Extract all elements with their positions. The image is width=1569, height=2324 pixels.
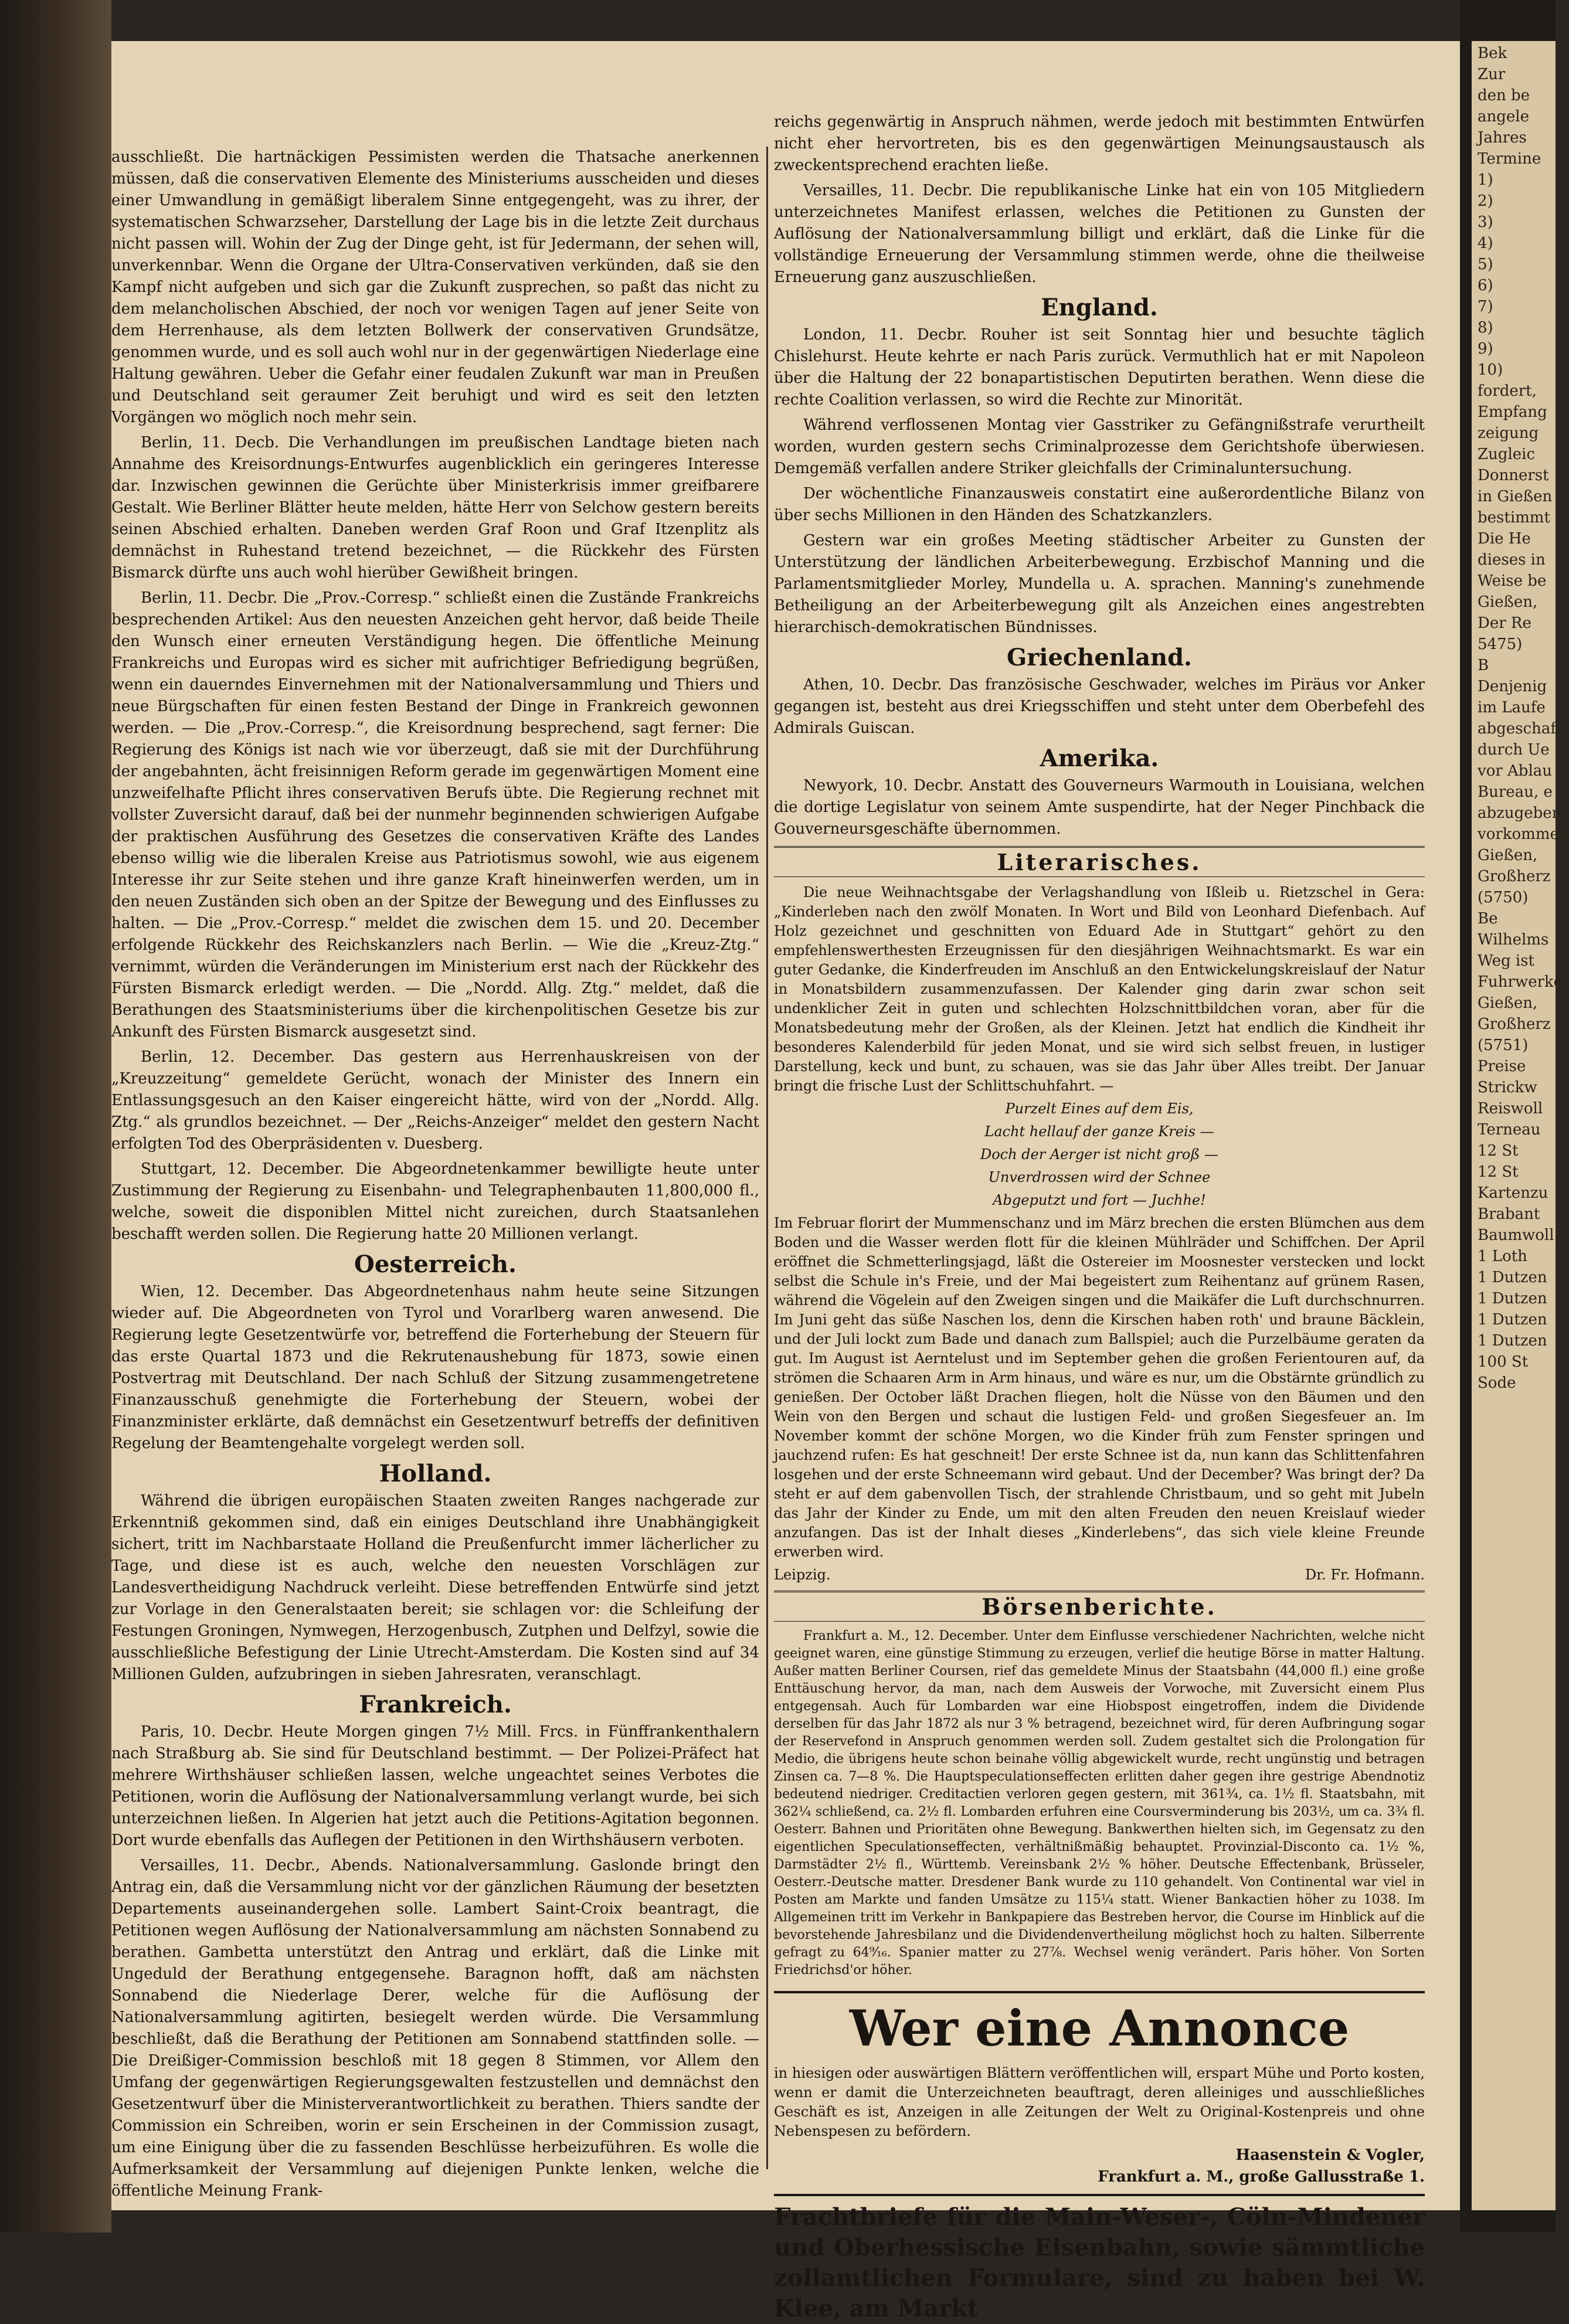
adjacent-page-text: Preise xyxy=(1478,1058,1526,1075)
stuttgart-report: Stuttgart, 12. December. Die Abgeordnetenkammer bewilligte heute unter Zustimmung der Regierung zu Eisenbahn- und Telegraphenbauten 11,800,000 fl., welche, soweit die disponiblen Mittel nicht zureichen, durch Staatsanlehen beschafft werden sollen. Die Regierung hatte 20 Millionen verlangt. xyxy=(111,1160,759,1243)
adjacent-page-text: 2) xyxy=(1478,192,1493,210)
adjacent-page-text: Sode xyxy=(1478,1374,1516,1392)
adjacent-page-text: 1) xyxy=(1478,171,1493,189)
adjacent-page-text: (5751) xyxy=(1478,1037,1529,1054)
paris-report: Paris, 10. Decbr. Heute Morgen gingen 7½ Mill. Frcs. in Fünffrankenthalern nach Straßburg ab. Sie sind für Deutschland bestimmt. — Der Polizei-Präfect hat mehrere Wirthshäuser schließen lassen, welche ungeachtet seines Verbotes die Petitionen, worin die Auflösung der Nationalversammlung verlangt wurde, bei sich unterzeichnen ließen. In Algerien hat jetzt auch die Petitions-Agitation begonnen. Dort wurde ebenfalls das Auflegen der Petitionen in den Wirthshäusern verboten. xyxy=(111,1723,759,1849)
adjacent-page-text: Be xyxy=(1478,910,1498,927)
adjacent-page-text: Denjenig xyxy=(1478,678,1547,695)
adjacent-page-text: 1 Dutzen xyxy=(1478,1269,1547,1286)
adjacent-page-text: 5) xyxy=(1478,256,1493,273)
adjacent-page-text: Großherz xyxy=(1478,868,1551,885)
poem-line: Unverdrossen wird der Schnee xyxy=(988,1169,1211,1185)
poem-line: Lacht hellauf der ganze Kreis — xyxy=(984,1123,1214,1140)
holland-report: Während die übrigen europäischen Staaten zweiten Ranges nachgerade zur Erkenntniß gekommen sind, daß ein einiges Deutschland ihre Unabhängigkeit sichert, tritt im Nachbarstaate Holland die Preußenfurcht immer lächerlicher zu Tage, und diese ist es auch, welche den neuesten Vorschlägen zur Landesvertheidigung Nachdruck verleiht. Diese betreffenden Entwürfe sind jetzt zur Vorlage in den Generalstaaten bereit; sie schlagen vor: die Schleifung der Festungen Groningen, Nymwegen, Herzogenbusch, Zutphen und Delfzyl, sowie die ausschließliche Befestigung der Linie Utrecht-Amsterdam. Die Kosten sind auf 34 Millionen Gulden, aufzubringen in sieben Jahresraten, veranschlagt. xyxy=(111,1492,759,1683)
heading-england: England. xyxy=(1041,294,1158,321)
adjacent-page-text: 10) xyxy=(1478,361,1503,379)
advert-title: Wer eine Annonce xyxy=(774,1991,1425,2058)
versailles-continuation: reichs gegenwärtig in Anspruch nähmen, werde jedoch mit bestimmten Entwürfen nicht eher hervortreten, bis es den gegenwärtigen Meinungsaustausch als zweckentsprechend erachten ließe. xyxy=(774,113,1425,174)
adjacent-page-text: Zugleic xyxy=(1478,446,1536,463)
adjacent-page-text: fordert, xyxy=(1478,382,1537,400)
berlin-report-2: Berlin, 11. Decbr. Die „Prov.-Corresp.“ schließt einen die Zustände Frankreichs besprechenden Artikel: Aus den neuesten Anzeichen geht hervor, daß beide Theile den Wunsch einer erneuten Verständigung hegen. Die öffentliche Meinung Frankreichs und Europas wird es sicher mit aufrichtiger Befriedigung begrüßen, wenn ein dauerndes Einvernehmen mit der Nationalversammlung und Thiers und neue Bürgschaften für einen festen Bestand der Dinge in Frankreich gewonnen werden. — Die „Prov.-Corresp.“, die Kreisordnung besprechend, sagt ferner: Die Regierung des Königs ist nach wie vor überzeugt, daß sie mit der Durchführung der angebahnten, ächt freisinnigen Reform gerade im gegenwärtigen Moment eine unzweifelhafte Pflicht ihres conservativen Berufs übte. Die Regierung rechnet mit vollster Zuversicht darauf, daß bei der nunmehr beginnenden schwierigen Aufgabe der praktischen Ausführung des Gesetzes die conservativen Kräfte des Landes ebenso willig wie die liberalen Kreise aus Patriotismus sowohl, wie aus eigenem Interesse ihr zur Seite stehen und ihre ganze Kraft hineinwerfen werden, um in den neuen Zuständen sich oben an der Spitze der Bewegung und des Einflusses zu halten. — Die „Prov.-Corresp.“ meldet die zwischen dem 15. und 20. December erfolgende Rückkehr des Reichskanzlers nach Berlin. — Wie die „Kreuz-Ztg.“ vernimmt, würden die Veränderungen im Ministerium erst nach der Rückkehr des Fürsten Bismarck erledigt werden. — Die „Nordd. Allg. Ztg.“ meldet, daß die Berathungen des Staatsministeriums über die kirchenpolitischen Gesetze bis zur Ankunft des Fürsten Bismarck ausgesetzt sind. xyxy=(111,589,759,1041)
adjacent-page-text: 6) xyxy=(1478,277,1493,294)
london-report-3: Der wöchentliche Finanzausweis constatirt eine außerordentliche Bilanz von über sechs Millionen in den Händen des Schatzkanzlers. xyxy=(774,485,1425,524)
adjacent-page-text: Reiswoll xyxy=(1478,1100,1543,1117)
adjacent-page-text: B xyxy=(1478,657,1489,674)
adjacent-page-text: 4) xyxy=(1478,235,1493,252)
newspaper-page xyxy=(111,41,1460,2322)
adjacent-page-text: Der Re xyxy=(1478,614,1531,632)
adjacent-page-text: 8) xyxy=(1478,319,1493,337)
adjacent-page-text: 3) xyxy=(1478,213,1493,231)
adjacent-page-fragment xyxy=(1472,41,1569,2210)
adjacent-page-text: zeigung xyxy=(1478,424,1539,442)
adjacent-page-text: Gießen, xyxy=(1478,994,1538,1012)
adjacent-page-text: 7) xyxy=(1478,298,1493,315)
stock-report: Frankfurt a. M., 12. December. Unter dem Einflusse verschiedener Nachrichten, welche nicht geeignet waren, eine günstige Stimmung zu erzeugen, verlief die heutige Börse in matter Haltung. Außer matten Berliner Coursen, rief das gemeldete Minus der Staatsbahn (44,000 fl.) eine große Enttäuschung hervor, da man, nach dem Ausweis der Vorwoche, mit Zuversicht einem Plus entgegensah. Auch für Lombarden war eine Hiobspost eingetroffen, indem die Dividende derselben für das Jahr 1872 als nur 3 % betragend, bezeichnet wird, für deren Aufbringung sogar der Reservefond in Anspruch genommen werden soll. Zudem gestaltet sich die Prolongation für Medio, die übrigens heute schon beinahe völlig abgewickelt wurde, recht ungünstig und betragen Zinsen ca. 7—8 %. Die Hauptspeculationseffecten erlitten daher gegen ihre gestrige Abendnotiz bedeutend niedriger. Creditactien verloren gegen gestern, mit 361¾, ca. 1½ fl. Staatsbahn, mit 362¼ schließend, ca. 2½ fl. Lombarden erfuhren eine Coursverminderung bis 203½, um ca. 3¾ fl. Oesterr. Bahnen und Prioritäten ohne Bewegung. Bankwerthen hielten sich, im Gegensatz zu den eigentlichen Speculationseffecten, verhältnißmäßig behauptet. Provinzial-Disconto ca. 1½ %, Darmstädter 2½ fl., Württemb. Vereinsbank 2½ % höher. Deutsche Effectenbank, Brüsseler, Oesterr.-Deutsche matter. Dresdener Bank wurde zu 110 gehandelt. Von Continental war viel in Posten am Markte und fanden Umsätze zu 115¼ statt. Wiener Bankactien höher zu 1038. Im Allgemeinen tritt im Verkehr in Bankpapiere das Bestreben hervor, die Course im Hinblick auf die bevorstehende Jahresbilanz und die Dividendenvertheilung möglichst hoch zu halten. Silberrente gefragt zu 64⁹⁄₁₆. Spanier matter zu 27⅞. Wechsel wenig verändert. Paris höher. Von Sorten Friedrichsd'or höher. xyxy=(774,1629,1425,1978)
heading-griechenland: Griechenland. xyxy=(1007,644,1192,671)
athen-report: Athen, 10. Decbr. Das französische Geschwader, welches im Piräus vor Anker gegangen ist, besteht aus drei Kriegsschiffen und steht unter dem Oberbefehl des Admirals Guiscan. xyxy=(774,676,1425,737)
adjacent-page-text: 9) xyxy=(1478,340,1493,358)
adjacent-page-text: angele xyxy=(1478,108,1529,125)
freight-advert: Frachtbriefe für die Main-Weser-, Cöln-Mindener und Oberhessische Eisenbahn, sowie sämmtliche zollamtlichen Formulare, sind zu haben bei W. Klee, am Markt xyxy=(774,2194,1425,2324)
adjacent-page-text: Gießen, xyxy=(1478,593,1538,611)
adjacent-page-text: vor Ablau xyxy=(1478,762,1553,780)
adjacent-page-text: Fuhrwerke xyxy=(1478,973,1563,991)
london-report-4: Gestern war ein großes Meeting städtischer Arbeiter zu Gunsten der Unterstützung der ländlichen Arbeiterbewegung. Erzbischof Manning und die Parlamentsmitglieder Morley, Mundella u. A. sprachen. Manning's zunehmende Betheiligung an der Arbeiterbewegung gilt als Anzeichen eines angestrebten hierarchisch-demokratischen Bündnisses. xyxy=(774,532,1425,636)
london-report-2: Während verflossenen Montag vier Gasstriker zu Gefängnißstrafe verurtheilt worden, wurden gestern sechs Criminalprozesse dem Gerichtshofe überwiesen. Demgemäß verfallen andere Striker gleichfalls der Criminaluntersuchung. xyxy=(774,416,1425,477)
heading-holland: Holland. xyxy=(379,1460,492,1487)
left-column xyxy=(111,111,771,2206)
advert-text: in hiesigen oder auswärtigen Blättern veröffentlichen will, erspart Mühe und Porto kosten, wenn er damit die Unterzeichneten beauftragt, deren alleiniges und ausschließliches Geschäft es ist, Anzeigen in alle Zeitungen der Welt zu Original-Kostenpreis und ohne Nebenspesen zu befördern. xyxy=(774,2065,1425,2139)
literary-review-part-1: Die neue Weihnachtsgabe der Verlagshandlung von Ißleib u. Rietzschel in Gera: „Kinderleben nach den zwölf Monaten. In Wort und Bild von Leonhard Diefenbach. Auf Holz gezeichnet und geschnitten von Eduard Ade in Stuttgart“ gehört zu den empfehlenswerthesten Erzeugnissen für den diesjährigen Weihnachtsmarkt. Es war ein guter Gedanke, die Kinderfreuden im Anschluß an den Entwickelungskreislauf der Natur in Monatsbildern zusammenzufassen. Der Kalender ging darin zwar schon seit undenklicher Zeit in guten und schlechten Holzschnittbildchen voran, aber für die Monatsbedeutung mehr der Großen, als der Kleinen. Jetzt hat endlich die Kindheit ihr besonderes Kalenderbild für jeden Monat, und sie wird sich selbst freuen, in lustiger Darstellung, keck und bunt, zu schauen, was sie das Jahr über Alles treibt. Der Januar bringt die frische Lust der Schlittschuhfahrt. — xyxy=(774,884,1425,1094)
adjacent-page-text: abgeschafft xyxy=(1478,720,1568,738)
heading-literarisches: Literarisches. xyxy=(774,846,1425,877)
adjacent-page-text: 1 Dutzen xyxy=(1478,1311,1547,1329)
poem-line: Doch der Aerger ist nicht groß — xyxy=(980,1146,1219,1163)
adjacent-page-text: Jahres xyxy=(1478,129,1527,147)
adjacent-page-text: vorkommen xyxy=(1478,825,1569,843)
adjacent-page-text: im Laufe xyxy=(1478,699,1546,716)
signature-place: Leipzig. xyxy=(774,1567,831,1583)
adjacent-page-text: 1 Dutzen xyxy=(1478,1290,1547,1307)
adjacent-page-text: Wilhelms xyxy=(1478,931,1549,949)
adjacent-page-text: Brabant xyxy=(1478,1205,1540,1223)
adjacent-page-text: Kartenzu xyxy=(1478,1184,1548,1202)
signature-author: Dr. Fr. Hofmann. xyxy=(1305,1567,1425,1583)
heading-oesterreich: Oesterreich. xyxy=(354,1251,517,1278)
literary-signature xyxy=(774,1565,1425,1585)
right-column xyxy=(774,111,1425,2324)
newyork-report: Newyork, 10. Decbr. Anstatt des Gouverneurs Warmouth in Louisiana, welchen die dortige Legislatur von seinem Amte suspendirte, hat der Neger Pinchback die Gouverneursgeschäfte übernommen. xyxy=(774,777,1425,838)
wien-report: Wien, 12. December. Das Abgeordnetenhaus nahm heute seine Sitzungen wieder auf. Die Abgeordneten von Tyrol und Vorarlberg waren anwesend. Die Regierung legte Gesetzentwürfe vor, betreffend die Forterhebung der Steuern für das erste Quartal 1873 und die Rekrutenaushebung für 1873, sowie einen Postvertrag mit Deutschland. Der nach Schluß der Sitzung zusammengetretene Finanzausschuß genehmigte die Forterhebung der Steuern, wobei der Finanzminister erklärte, daß demnächst ein Gesetzentwurf betreffs der definitiven Regelung der Beamtengehalte vorgelegt werden soll. xyxy=(111,1283,759,1452)
adjacent-page-text: Großherz xyxy=(1478,1015,1551,1033)
adjacent-page-text: Gießen, xyxy=(1478,847,1538,864)
berlin-report-3: Berlin, 12. December. Das gestern aus Herrenhauskreisen von der „Kreuzzeitung“ gemeldete Gerücht, wonach der Minister des Innern ein Entlassungsgesuch an den Kaiser eingereicht hätte, wird von der „Nordd. Allg. Ztg.“ als grundlos bezeichnet. — Der „Reichs-Anzeiger“ meldet den gestern Nacht erfolgten Tod des Oberpräsidenten v. Duesberg. xyxy=(111,1048,759,1153)
adjacent-page-text: Bek xyxy=(1478,45,1507,62)
adjacent-page-text: Empfang xyxy=(1478,403,1547,421)
adjacent-page-text: Strickw xyxy=(1478,1079,1537,1096)
adjacent-page-text: 1 Dutzen xyxy=(1478,1332,1547,1350)
berlin-report-1: Berlin, 11. Decb. Die Verhandlungen im preußischen Landtage bieten nach Annahme des Kreisordnungs-Entwurfes augenblicklich ein geringeres Interesse dar. Inzwischen gewinnen die Gerüchte über Ministerkrisis immer greifbarere Gestalt. Wie Berliner Blätter heute melden, hätte Herr von Selchow gestern bereits seinen Abschied erhalten. Daneben werden Graf Roon und Graf Itzenplitz als demnächst in Ruhestand tretend bezeichnet, — die Rückkehr des Fürsten Bismarck dürfte uns auch wohl hierüber Gewißheit bringen. xyxy=(111,434,759,582)
london-report: London, 11. Decbr. Rouher ist seit Sonntag hier und besuchte täglich Chislehurst. Heute kehrte er nach Paris zurück. Vermuthlich hat er mit Napoleon über die Haltung der 22 bonapartistischen Deputirten berathen. Wenn diese die rechte Coalition verlassen, so wird die Rechte zur Minorität. xyxy=(774,326,1425,409)
adjacent-page-text: 100 St xyxy=(1478,1353,1529,1371)
adjacent-page-text: Termine xyxy=(1478,150,1541,168)
adjacent-page-text: Donnerst xyxy=(1478,467,1549,484)
adjacent-page-text: 12 St xyxy=(1478,1142,1519,1160)
versailles-report-1: Versailles, 11. Decbr., Abends. Nationalversammlung. Gaslonde bringt den Antrag ein, daß die Versammlung nicht vor der gänzlichen Räumung der besetzten Departements auseinandergehen solle. Lambert Saint-Croix beantragt, die Petitionen wegen Auflösung der Nationalversammlung am nächsten Sonnabend zu berathen. Gambetta unterstützt den Antrag und erklärt, daß die Linke mit Ungeduld der Berathung entgegensehe. Baragnon hofft, daß am nächsten Sonnabend die Niederlage Derer, welche für die Auflösung der Nationalversammlung agitirten, besiegelt werden würde. Die Versammlung beschließt, daß die Berathung der Petitionen am Sonnabend stattfinden solle. — Die Dreißiger-Commission beschloß mit 18 gegen 8 Stimmen, vor Allem den Umfang der gegenwärtigen Regierungsgewalten festzustellen und demnächst den Gesetzentwurf über die Ministerverantwortlichkeit zu berathen. Thiers sandte der Commission ein Schreiben, worin er sein Erscheinen in der Commission zusagt, um eine Einigung über die zu fassenden Beschlüsse herbeizuführen. Es wolle die Aufmerksamkeit der Versammlung auf diejenigen Punkte lenken, welche die öffentliche Meinung Frank- xyxy=(111,1857,759,2200)
adjacent-page-text: Die He xyxy=(1478,530,1531,548)
adjacent-page-text: Weg ist xyxy=(1478,952,1535,970)
literary-review-part-2: Im Februar florirt der Mummenschanz und im März brechen die ersten Blümchen aus dem Boden und die Wasser werden flott für die kleinen Mühlräder und Schiffchen. Der April eröffnet die Schmetterlingsjagd, läßt die Ostereier im Moosnester verstecken und lockt selbst die Schule in's Freie, und der Mai begeistert zum Reihentanz auf grünem Rasen, während die Vögelein auf den Zweigen singen und die Maikäfer die Luft durchschnurren. Im Juni geht das süße Naschen los, denn die Kirschen haben roth' und braune Bäcklein, und der Juli lockt zum Bade und danach zum Ballspiel; auch die Purzelbäume geraten da gut. Im August ist Aerntelust und im September gehen die großen Ferientouren auf, da strömen die Schaaren Arm in Arm hinaus, und wäre es nur, um die Obstärnte gründlich zu genießen. Der October läßt Drachen fliegen, holt die Nüsse von den Bäumen und den Wein von den Bergen und schaut die lustigen Feld- und großen Siegesfeuer an. Im November kommt der schöne Morgen, wo die Kinder früh zum Fenster springen und jauchzend rufen: Es hat geschneit! Der erste Schnee ist da, nun kann das Schlittenfahren losgehen und der erste Schneemann wird gebaut. Und der December? Was bringt der? Da steht er auf dem gabenvollen Tisch, der strahlende Christbaum, und so geht mit Jubeln das Jahr der Kinder zu Ende, um mit den alten Freuden den neuen Kreislauf wieder anzufangen. Das ist der Inhalt dieses „Kinderlebens“, das sich viele kleine Freunde erwerben wird. xyxy=(774,1215,1425,1560)
adjacent-page-text: Baumwoll xyxy=(1478,1226,1554,1244)
adjacent-page-text: 5475) xyxy=(1478,636,1523,653)
poem-line: Abgeputzt und fort — Juchhe! xyxy=(993,1192,1206,1208)
heading-frankreich: Frankreich. xyxy=(359,1691,512,1718)
adjacent-page-text: in Gießen xyxy=(1478,488,1553,505)
adjacent-page-text: Zur xyxy=(1478,66,1506,83)
adjacent-page-text: 12 St xyxy=(1478,1163,1519,1181)
heading-boersenberichte: Börsenberichte. xyxy=(774,1591,1425,1622)
adjacent-page-text: dieses in xyxy=(1478,551,1546,569)
adjacent-page-text: (5750) xyxy=(1478,889,1529,906)
advert-firm: Haasenstein & Vogler, xyxy=(1235,2146,1425,2164)
advert-address: Frankfurt a. M., große Gallusstraße 1. xyxy=(1098,2168,1425,2186)
versailles-report-2: Versailles, 11. Decbr. Die republikanische Linke hat ein von 105 Mitgliedern unterzeichnetes Manifest erlassen, welches die Petitionen zu Gunsten der Auflösung der Nationalversammlung billigt und erklärt, daß die Linke für die vollständige Erneuerung der Versammlung stimmen werde, ohne die theilweise Erneuerung ganz auszuschließen. xyxy=(774,182,1425,286)
heading-amerika: Amerika. xyxy=(1040,745,1159,772)
adjacent-page-text: 1 Loth xyxy=(1478,1248,1527,1265)
adjacent-page-text: abzugeben xyxy=(1478,804,1562,822)
adjacent-page-text: Terneau xyxy=(1478,1121,1541,1139)
book-gutter-left xyxy=(0,0,111,2233)
intro-paragraph: ausschließt. Die hartnäckigen Pessimisten werden die Thatsache anerkennen müssen, daß die conservativen Elemente des Ministeriums ausscheiden und dieses einer Umwandlung in gemäßigt liberalem Sinne entgegengeht, was zu ihrer, der systematischen Schwarzseher, Darstellung der Lage bis in die letzte Zeit durchaus nicht passen will. Wohin der Zug der Dinge geht, ist für Jedermann, der sehen will, unverkennbar. Wenn die Organe der Ultra-Conservativen verkünden, daß sie den Kampf nicht aufgeben und sich gar die Zukunft zusprechen, so paßt das nicht zu dem melancholischen Abschied, der noch vor wenigen Tagen auf jener Seite von dem Herrenhause, als dem letzten Bollwerk der conservativen Grundsätze, genommen wurde, und es soll auch wohl nur in der gegenwärtigen Niederlage eine Haltung gewähren. Ueber die Gefahr einer feudalen Zukunft war man in Preußen und Deutschland seit geraumer Zeit beruhigt und wird es seit den letzten Vorgängen wo möglich noch mehr sein. xyxy=(111,148,759,426)
adjacent-page-text: den be xyxy=(1478,87,1530,104)
adjacent-page-text: Bureau, e xyxy=(1478,783,1553,801)
poem-line: Purzelt Eines auf dem Eis, xyxy=(1005,1100,1194,1117)
adjacent-page-text: bestimmt xyxy=(1478,509,1550,526)
adjacent-page-text: Weise be xyxy=(1478,572,1547,590)
adjacent-page-text: durch Ue xyxy=(1478,741,1550,759)
